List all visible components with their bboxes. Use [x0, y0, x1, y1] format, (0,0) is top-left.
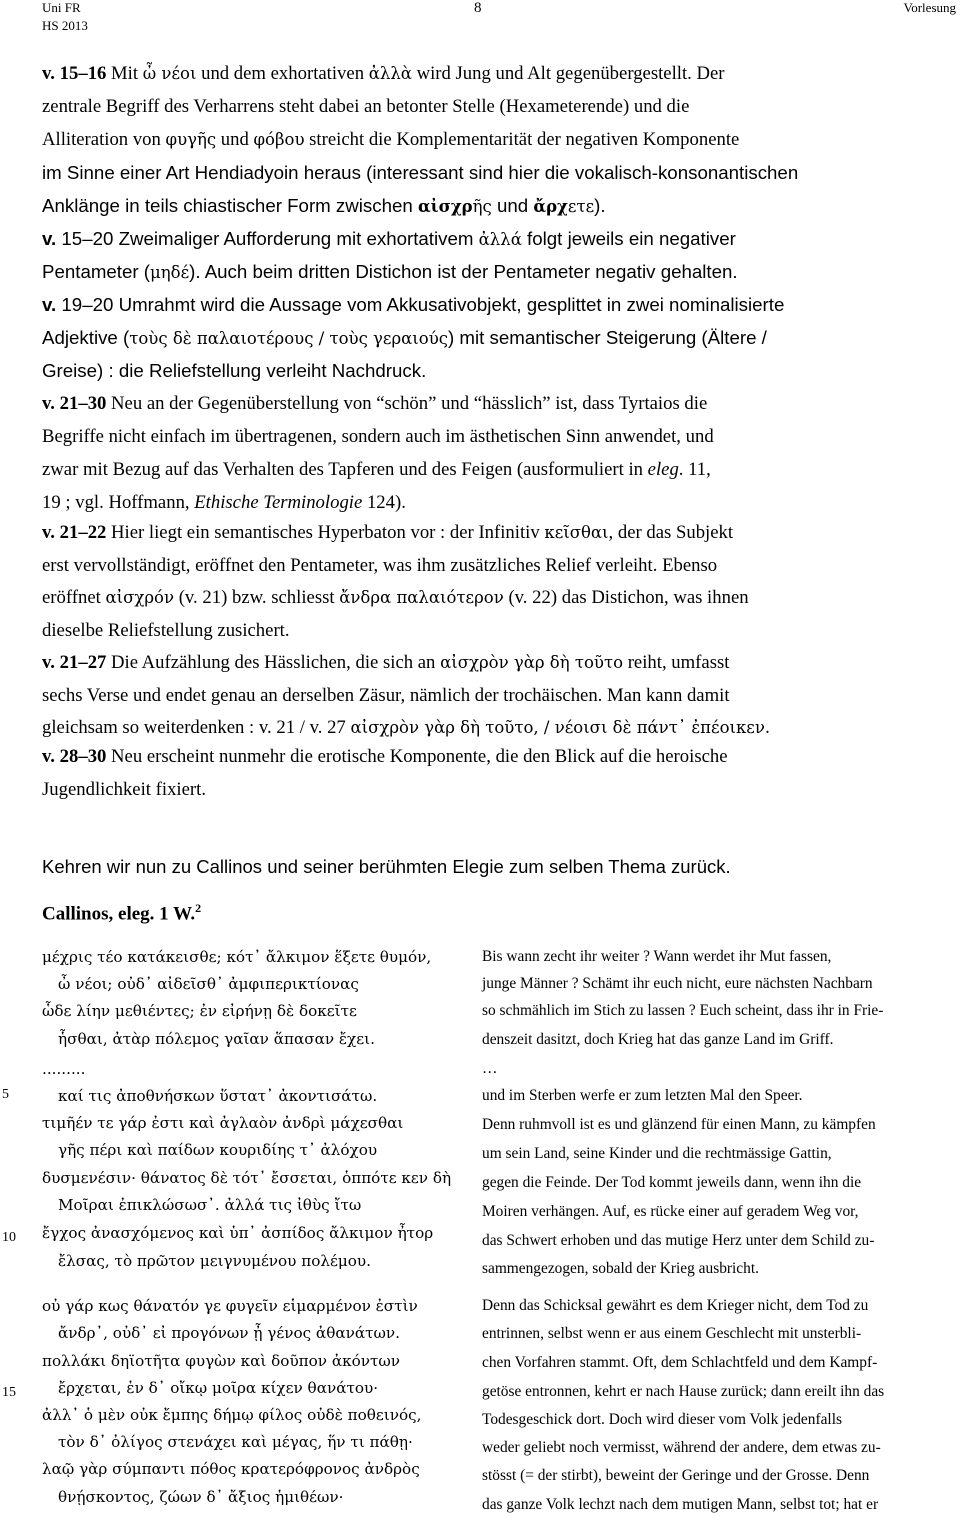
- text-run: Neu erscheint nunmehr die erotische Komponente, die den Blick auf die heroische: [106, 746, 728, 767]
- translation-line: stösst (= der stirbt), beweint der Geringe und der Grosse. Denn: [482, 1467, 870, 1484]
- text-run: 20: [92, 294, 114, 315]
- text-run: Jugendlichkeit fixiert.: [42, 778, 206, 800]
- text-run: αἰσχρὸν γὰρ δὴ τοῦτο: [440, 653, 624, 672]
- translation-line: entrinnen, selbst wenn er aus einem Geschlecht mit unsterbli-: [482, 1325, 862, 1342]
- text-run: Umrahmt wird die Aussage vom Akkusativobjekt, gesplittet in zwei nominalisierte: [113, 294, 785, 315]
- greek-verse-line: τὸν δ᾽ ὀλίγος στενάχει καὶ μέγας, ἥν τι πάθῃ·: [58, 1433, 413, 1451]
- text-run: v. 21: [42, 522, 79, 543]
- text-run: –: [78, 746, 88, 767]
- text-run: Alliteration von: [42, 129, 166, 150]
- translation-line: und im Sterben werfe er zum letzten Mal den Speer.: [482, 1087, 803, 1104]
- translation-line: junge Männer ? Schämt ihr euch nicht, eure nächsten Nachbarn: [482, 975, 873, 992]
- greek-verse-line: γῆς πέρι καὶ παίδων κουριδίης τ᾽ ἀλόχου: [58, 1141, 378, 1159]
- line-number: 5: [2, 1087, 9, 1102]
- text-run: streicht die Komplementarität der negativen Komponente: [304, 129, 740, 150]
- commentary-line: [42, 426, 714, 448]
- commentary-line: [42, 492, 406, 514]
- text-run: 20: [92, 228, 114, 249]
- heading-footnote-mark: 2: [195, 901, 202, 915]
- text-run: Adjektive (: [42, 327, 130, 348]
- text-run: Begriffe nicht einfach im übertragenen, sondern auch im ästhetischen Sinn anwendet, und: [42, 426, 714, 447]
- text-run: dieselbe Reliefstellung zusichert.: [42, 619, 290, 641]
- greek-verse-line: ὧδε λίην μεθιέντες; ἐν εἰρήνῃ δὲ δοκεῖτε: [42, 1002, 357, 1020]
- greek-verse-line: καί τις ἀποθνήσκων ὕστατ᾽ ἀκοντισάτω.: [58, 1087, 378, 1105]
- text-run: und dem exhortativen: [196, 63, 369, 84]
- text-run: , der das Subjekt: [608, 522, 734, 543]
- text-run: αἰσχρόν: [105, 588, 175, 607]
- greek-verse-line: ὦ νέοι; οὐδ᾽ αἰδεῖσθ᾽ ἀμφιπερικτίονας: [58, 975, 359, 993]
- text-run: v.: [42, 228, 62, 249]
- commentary-line: [42, 294, 784, 317]
- text-run: 19: [61, 294, 83, 315]
- commentary-line: [42, 129, 739, 151]
- greek-verse-line: ἔγχος ἀνασχόμενος καὶ ὑπ᾽ ἀσπίδος ἄλκιμον ἦτορ: [42, 1224, 434, 1242]
- text-run: τοὺς δὲ παλαιοτέρους / τοὺς γεραιούς: [129, 329, 448, 348]
- text-run: φυγῆς: [165, 130, 217, 149]
- text-run: und: [216, 129, 254, 150]
- section-heading: [42, 901, 201, 925]
- commentary-line: [42, 717, 770, 739]
- greek-verse-line: .........: [42, 1060, 86, 1078]
- greek-verse-line: ἄνδρ᾽, οὐδ᾽ εἰ προγόνων ᾖ γένος ἀθανάτων.: [58, 1324, 400, 1342]
- text-run: Die Aufzählung des Hässlichen, die sich an: [106, 652, 441, 673]
- commentary-line: [42, 459, 711, 481]
- text-run: Ethische Terminologie: [194, 492, 363, 513]
- header-semester: HS 2013: [42, 18, 88, 33]
- translation-line: weder geliebt noch vermisst, während der andere, dem etwas zu-: [482, 1439, 881, 1456]
- text-run: eleg: [647, 459, 679, 480]
- text-run: (v. 21) bzw. schliesst: [174, 587, 340, 608]
- text-run: Zweimaliger Aufforderung mit exhortativem: [113, 228, 479, 249]
- greek-verse-line: Μοῖραι ἐπικλώσωσ᾽. ἀλλά τις ἰθὺς ἴτω: [58, 1196, 362, 1214]
- text-run: ετε: [567, 197, 595, 216]
- commentary-line: [42, 685, 730, 707]
- greek-verse-line: πολλάκι δηϊοτῆτα φυγὼν καὶ δοῦπον ἀκόντων: [42, 1352, 401, 1370]
- text-run: wird Jung und Alt gegenübergestellt. Der: [411, 63, 725, 84]
- commentary-line: [42, 652, 729, 674]
- text-run: Pentameter (: [42, 261, 151, 282]
- header-course-type: Vorlesung: [903, 0, 956, 15]
- text-run: gleichsam so weiterdenken : v. 21 / v. 27: [42, 717, 351, 738]
- text-run: 16: [87, 63, 107, 84]
- greek-verse-line: ἀλλ᾽ ὁ μὲν οὐκ ἔμπης δήμῳ φίλος οὐδὲ ποθεινός,: [42, 1406, 422, 1424]
- line-number: 10: [2, 1230, 16, 1245]
- translation-line: Moiren verhängen. Auf, es rücke einer auf geradem Weg vor,: [482, 1203, 859, 1220]
- translation-line: um sein Land, seine Kinder und die rechtmässige Gattin,: [482, 1145, 832, 1162]
- translation-line: sammengezogen, sobald der Krieg ausbricht.: [482, 1260, 759, 1277]
- text-run: 30: [87, 746, 107, 767]
- translation-line: …: [482, 1060, 498, 1077]
- greek-verse-line: τιμῆέν τε γάρ ἐστι καὶ ἀγλαὸν ἀνδρὶ μάχεσθαι: [42, 1114, 404, 1132]
- translation-line: so schmählich im Stich zu lassen ? Euch scheint, dass ihr in Frie-: [482, 1002, 884, 1019]
- text-run: Anklänge in teils chiastischer Form zwischen: [42, 195, 418, 216]
- text-run: (v. 22) das Distichon, was ihnen: [503, 587, 749, 608]
- text-run: ἄνδρα παλαιότερον: [339, 588, 504, 607]
- text-run: μηδέ: [150, 263, 190, 282]
- greek-verse-line: λαῷ γὰρ σύμπαντι πόθος κρατερόφρονος ἀνδρὸς: [42, 1460, 420, 1478]
- text-run: Greise) : die Reliefstellung verleiht Nachdruck.: [42, 360, 427, 381]
- translation-line: getöse entronnen, kehrt er nach Hause zurück; dann ereilt ihn das: [482, 1383, 885, 1400]
- greek-verse-line: δυσμενέσιν· θάνατος δὲ τότ᾽ ἔσσεται, ὁππότε κεν δὴ: [42, 1169, 452, 1187]
- text-run: und: [491, 195, 534, 216]
- text-run: zwar mit Bezug auf das Verhalten des Tapferen und des Feigen (ausformuliert in: [42, 459, 648, 480]
- text-run: ).: [594, 195, 606, 216]
- text-run: φόβου: [253, 130, 305, 149]
- translation-line: gegen die Feinde. Der Tod kommt jeweils dann, wenn ihn die: [482, 1174, 862, 1191]
- text-run: v. 28: [42, 746, 79, 767]
- text-run: ἄρχ: [533, 197, 568, 216]
- translation-line: chen Vorfahren stammt. Oft, dem Schlachtfeld und dem Kampf-: [482, 1354, 878, 1371]
- text-run: αἰσχρ: [417, 197, 473, 216]
- text-run: 124).: [362, 492, 406, 513]
- translation-line: Denn ruhmvoll ist es und glänzend für einen Mann, zu kämpfen: [482, 1116, 876, 1133]
- greek-verse-line: οὐ γάρ κως θάνατόν γε φυγεῖν εἱμαρμένον ἐστὶν: [42, 1297, 418, 1315]
- text-run: ῆς: [472, 197, 492, 216]
- text-run: eröffnet: [42, 587, 106, 608]
- commentary-line: [42, 63, 725, 85]
- text-run: –: [78, 63, 88, 84]
- commentary-line: [42, 228, 736, 251]
- commentary-line: [42, 779, 206, 801]
- translation-line: das Schwert erhoben und das mutige Herz unter dem Schild zu-: [482, 1232, 875, 1249]
- text-run: v.: [42, 294, 62, 315]
- text-run: folgt jeweils ein negativer: [521, 228, 736, 249]
- intro-text: Kehren wir nun zu Callinos und seiner berühmten Elegie zum selben Thema zurück.: [42, 856, 731, 877]
- text-run: –: [78, 652, 88, 673]
- text-run: v. 15: [42, 63, 79, 84]
- text-run: 22: [87, 522, 107, 543]
- section-heading-text: Callinos, eleg. 1 W.: [42, 903, 196, 925]
- text-run: erst vervollständigt, eröffnet den Pentameter, was ihm zusätzliches Relief verleiht. Ebenso: [42, 554, 718, 576]
- commentary-line: [42, 162, 798, 185]
- text-run: Hier liegt ein semantisches Hyperbaton vor : der Infinitiv: [106, 522, 545, 543]
- text-run: . 11,: [678, 459, 711, 480]
- commentary-line: [42, 555, 717, 577]
- translation-line: Bis wann zecht ihr weiter ? Wann werdet ihr Mut fassen,: [482, 948, 832, 965]
- text-run: –: [82, 294, 93, 315]
- page-number: 8: [474, 0, 482, 16]
- line-number: 15: [2, 1385, 16, 1400]
- commentary-line: [42, 195, 606, 218]
- text-run: v. 21: [42, 652, 79, 673]
- text-run: –: [78, 393, 88, 414]
- translation-line: das ganze Volk lechzt nach dem mutigen Mann, selbst tot; hat er: [482, 1496, 879, 1513]
- text-run: reiht, umfasst: [623, 652, 730, 673]
- text-run: αἰσχρὸν γὰρ δὴ τοῦτο, / νέοισι δὲ πάντ᾽ ἐπέοικεν.: [350, 718, 771, 737]
- greek-verse-line: μέχρις τέο κατάκεισθε; κότ᾽ ἄλκιμον ἕξετε θυμόν,: [42, 948, 432, 966]
- commentary-line: [42, 393, 707, 415]
- translation-line: Denn das Schicksal gewährt es dem Krieger nicht, dem Tod zu: [482, 1297, 869, 1314]
- text-run: 27: [87, 652, 107, 673]
- commentary-line: [42, 746, 728, 768]
- translation-line: Todesgeschick dort. Doch wird dieser vom Volk jedenfalls: [482, 1411, 842, 1428]
- text-run: 19 ; vgl. Hoffmann,: [42, 492, 195, 513]
- text-run: –: [82, 228, 93, 249]
- commentary-line: [42, 261, 738, 284]
- commentary-line: [42, 522, 733, 544]
- text-run: ὦ νέοι: [142, 64, 197, 83]
- text-run: 30: [87, 393, 107, 414]
- greek-verse-line: ἧσθαι, ἀτὰρ πόλεμος γαῖαν ἅπασαν ἔχει.: [58, 1030, 375, 1048]
- text-run: Mit: [106, 63, 143, 84]
- commentary-line: [42, 587, 749, 609]
- text-run: ἀλλά: [478, 230, 522, 249]
- commentary-line: [42, 360, 426, 383]
- text-run: ). Auch beim dritten Distichon ist der Pentameter negativ gehalten.: [189, 261, 738, 282]
- text-run: v. 21: [42, 393, 79, 414]
- commentary-line: [42, 327, 767, 350]
- text-run: –: [78, 522, 88, 543]
- text-run: κεῖσθαι: [544, 523, 609, 542]
- greek-verse-line: θνῄσκοντος, ζώων δ᾽ ἄξιος ἡμιθέων·: [58, 1488, 344, 1506]
- text-run: ἀλλὰ: [368, 64, 412, 83]
- greek-verse-line: ἔλσας, τὸ πρῶτον μειγνυμένου πολέμου.: [58, 1252, 371, 1270]
- header-institution: Uni FR: [42, 0, 81, 15]
- text-run: zentrale Begriff des Verharrens steht dabei an betonter Stelle (Hexameterende) und die: [42, 96, 690, 117]
- text-run: im Sinne einer Art Hendiadyoin heraus (interessant sind hier die vokalisch-konsonantischen: [42, 162, 799, 183]
- text-run: sechs Verse und endet genau an derselben Zäsur, nämlich der trochäischen. Man kann damit: [42, 684, 730, 706]
- text-run: 15: [61, 228, 83, 249]
- text-run: Neu an der Gegenüberstellung von “schön” und “hässlich” ist, dass Tyrtaios die: [106, 393, 708, 414]
- commentary-line: [42, 96, 689, 118]
- commentary-line: [42, 620, 290, 642]
- text-run: ) mit semantischer Steigerung (Ältere /: [448, 327, 767, 348]
- greek-verse-line: ἔρχεται, ἐν δ᾽ οἴκῳ μοῖρα κίχεν θανάτου·: [58, 1379, 379, 1397]
- translation-line: denszeit dasitzt, doch Krieg hat das ganze Land im Griff.: [482, 1031, 834, 1048]
